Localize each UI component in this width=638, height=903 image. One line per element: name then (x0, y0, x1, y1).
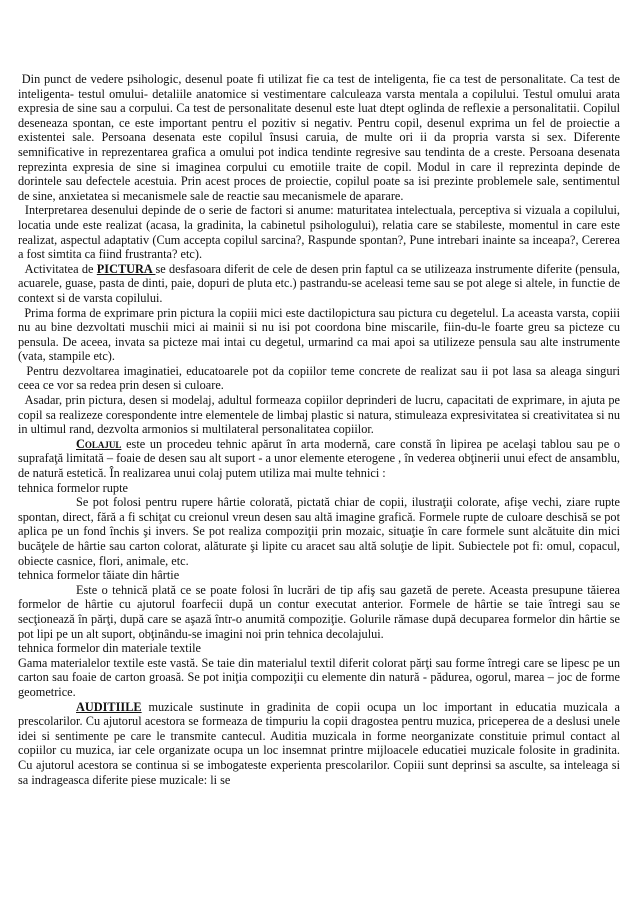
term-auditiile: AUDITIILE (76, 699, 142, 714)
paragraph-torn-forms (18, 495, 620, 568)
term-colajul: Colajul (76, 436, 122, 451)
paragraph-cut-forms (18, 583, 620, 641)
paragraph-text: Activitatea de (24, 261, 97, 276)
heading-torn-forms: tehnica formelor rupte (18, 480, 128, 495)
paragraph-text: Este o tehnică plată ce se poate folosi în lucrări de tip afiş sau gazetă de perete. Aceasta presupune tăierea formelor de hârtie cu ajutorul foarfecii după un contur executat anterior. Formele de hârtie se taie întregi sau se secţionează în părţi, după care se aşază într-o anumită compoziţie. Golurile rămase după decuparea formelor din hârtie se pot lipi pe un alt suport, obţinându-se imagini noi prin tehnica decolajului. (18, 582, 620, 641)
heading-cut-forms: tehnica formelor tăiate din hârtie (18, 568, 180, 583)
paragraph-text: Se pot folosi pentru rupere hârtie colorată, pictată chiar de copii, ilustraţii colorate, afişe vechi, ziare rupte spontan, direct, fără a fi schiţat cu creionul vreun desen sau altă imagine grafică. Formele rupte de culoare deschisă se pot aplica pe un fond închis şi invers. Se pot realiza compoziţii prin mozaic, situaţie în care formele sunt alcătuite din mici bucăţele de hârtie sau carton colorat, alăturate şi lipite cu aracet sau altă soluţie de lipit. Subiectele pot fi: omul, copacul, obiecte casnice, flori, animale, etc. (18, 495, 620, 568)
paragraph-imagination (18, 364, 620, 393)
paragraph-psychology (18, 72, 620, 203)
paragraph-text: este un procedeu tehnic apărut în arta modernă, care constă în lipirea pe acelaşi tablou sau pe o suprafaţă limitată – foaie de desen sau alt suport - a unor elemente eterogene , în vederea obţinerii unui efect de ansamblu, de natură estetică. În realizarea unui colaj putem utiliza mai multe tehnici : (18, 436, 620, 481)
paragraph-text: muzicale sustinute in gradinita de copii ocupa un loc important in educatia muzicala a prescolarilor. Cu ajutorul acestora se formeaza de timpuriu la copii dragostea pentru muzica, priceperea de a deslusi unele idei si sentimente pe care le transmite cantecul. Auditia muzicala in forme neorganizate constituie primul contact al copiilor cu muzica, iar cele organizate ocupa un loc insemnat printre mijloacele educatiei muzicale folosite in gradinita. Cu ajutorul acestora se continua si se imbogateste experienta prescolarilor. Copiii sunt deprinsi sa asculte, sa inteleaga si sa indrageasca diferite piese muzicale: li se (18, 699, 620, 787)
paragraph-text: Asadar, prin pictura, desen si modelaj, adultul formeaza copiilor deprinderi de lucru, capacitati de exprimare, in ajuta pe copil sa realizeze corespondente intre elementele de limbaj plastic si natura, stimuleaza expresivitatea si creativitatea si nu in ultimul rand, dezvolta armonios si multilateral personalitatea copiilor. (18, 393, 620, 437)
document-page (18, 72, 620, 787)
paragraph-collage (18, 437, 620, 481)
paragraph-textile-forms (18, 656, 620, 700)
paragraph-text: Interpretarea desenului depinde de o serie de factori si anume: maturitatea intelectuala, perceptiva si vizuala a copilului, locatia unde este realizat (acasa, la gradinita, la cabinetul psihologului), relatia care se stabileste, momentul in care este realizat, aspectul adaptativ (Cum accepta copilul sarcina?, Raspunde spontan?, Pune intrebari inainte sa inceapa?, Cererea a fost simtita ca fiind frustranta? etc). (18, 203, 620, 262)
paragraph-interpretation (18, 203, 620, 261)
term-pictura: PICTURA (96, 261, 156, 276)
heading-textile-forms: tehnica formelor din materiale textile (18, 641, 202, 656)
paragraph-text: Prima forma de exprimare prin pictura la copiii mici este dactilopictura sau pictura cu degetelul. La aceasta varsta, copiii nu au bine dezvoltati muschii mici ai mainii si nu isi pot coordona bine miscarile, fiin-du-le foarte greu sa picteze cu pensula. De aceea, invata sa picteze mai intai cu degetul, urmarind ca mai apoi sa utilizeze pensula sau alte instrumente (vata, stampile etc). (18, 305, 620, 364)
paragraph-summary (18, 393, 620, 437)
paragraph-auditions (18, 700, 620, 788)
paragraph-text: Pentru dezvoltarea imaginatiei, educatoarele pot da copiilor teme concrete de realizat sau ii pot lasa sa aleaga singuri ceea ce vor sa redea prin desen si culoare. (18, 363, 620, 393)
paragraph-finger-painting (18, 306, 620, 364)
paragraph-text: Gama materialelor textile este vastă. Se taie din materialul textil diferit colorat părţi sau forme întregi care se lipesc pe un carton sau foaie de carton groasă. Se pot iniţia compoziţii cu elemente din natură - pădurea, ogorul, marea – joc de forme geometrice. (18, 655, 620, 699)
paragraph-text: se desfasoara diferit de cele de desen prin faptul ca se utilizeaza instrumente diferite (pensula, acuarele, guase, pasta de dinti, paie, dopuri de pluta etc.) pastrandu-se aceleasi teme sau se pot alege si altele, in functie de context si de varsta copilului. (18, 261, 620, 305)
paragraph-painting (18, 262, 620, 306)
paragraph-text: Din punct de vedere psihologic, desenul poate fi utilizat fie ca test de inteligenta, fie ca test de personalitate. Ca test de inteligenta- testul omului- detaliile anatomice si vestimentare calculeaza varsta mentala a copilului. Testul omului arata expresia de sine sau a corpului. Ca test de personalitate desenul este luat dtept oglinda de reflexie a personalitatii. Copilul deseneaza spontan, ce este important pentru el pozitiv si negativ. Pentru copil, desenul exprima un fel de proiectie a existentei sale. Persoana desenata este copilul însusi caruia, de multe ori ii da propria varsta si sex. Diferente semnificative in reprezentarea grafica a omului pot indica tendinte regresive sau tendinta de a creste. Persoana desenata reprezinta expresia de sine si imaginea corpului cu emotiile traite de copil. Modul in care il reprezinta depinde de dorintele sau defectele acestuia. Prin acest proces de proiectie, copilul poate sa isi prezinte problemele sale, sentimentul de sine, anxietatea si mecanismele sale de reactie sau mecanismele de aparare. (18, 72, 620, 203)
